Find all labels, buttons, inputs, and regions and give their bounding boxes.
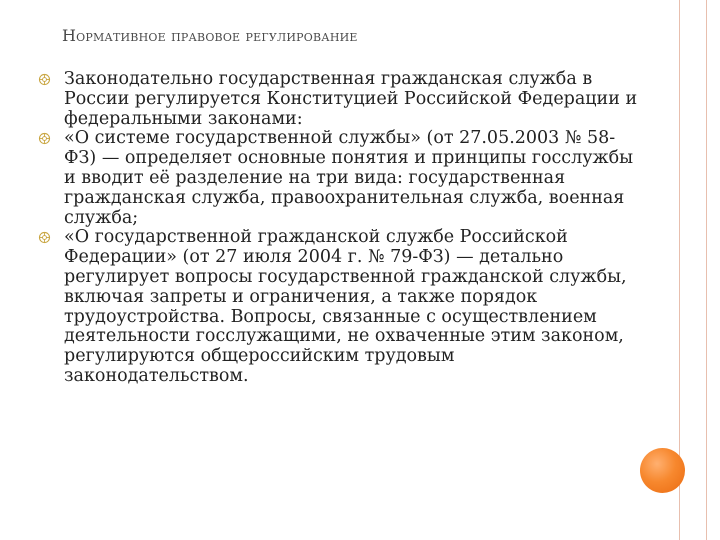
bullet-text: «О государственной гражданской службе Российской Федерации» (от 27 июля 2004 г. № 79-ФЗ) — детально регулирует вопросы государственной гражданской службы, включая запреты и ограничения, а также порядок трудоустройства. Вопросы, связанные с осуществлением деятельности госслужащими, не охваченные этим законом, регулируются общероссийским трудовым законодательством. [64, 227, 627, 386]
right-border-decoration [679, 0, 720, 540]
bullet-item [38, 228, 638, 386]
gear-bullet-icon [38, 73, 51, 86]
bullet-list [38, 70, 638, 387]
gear-bullet-icon [38, 132, 51, 145]
right-border-inner-line [706, 0, 707, 540]
bullet-text: Законодательно государственная гражданская служба в России регулируется Конституцией Российской Федерации и федеральными законами: [64, 69, 638, 129]
gear-bullet-icon [38, 231, 51, 244]
slide-title: Нормативное правовое регулирование [62, 26, 358, 45]
bullet-item [38, 129, 638, 228]
bullet-item [38, 70, 638, 129]
orange-circle-decoration [640, 448, 685, 493]
bullet-text: «О системе государственной службы» (от 27.05.2003 № 58-ФЗ) — определяет основные понятия и принципы госслужбы и вводит её разделение на три вида: государственная гражданская служба, правоохранительная служба, военная служба; [64, 128, 634, 228]
